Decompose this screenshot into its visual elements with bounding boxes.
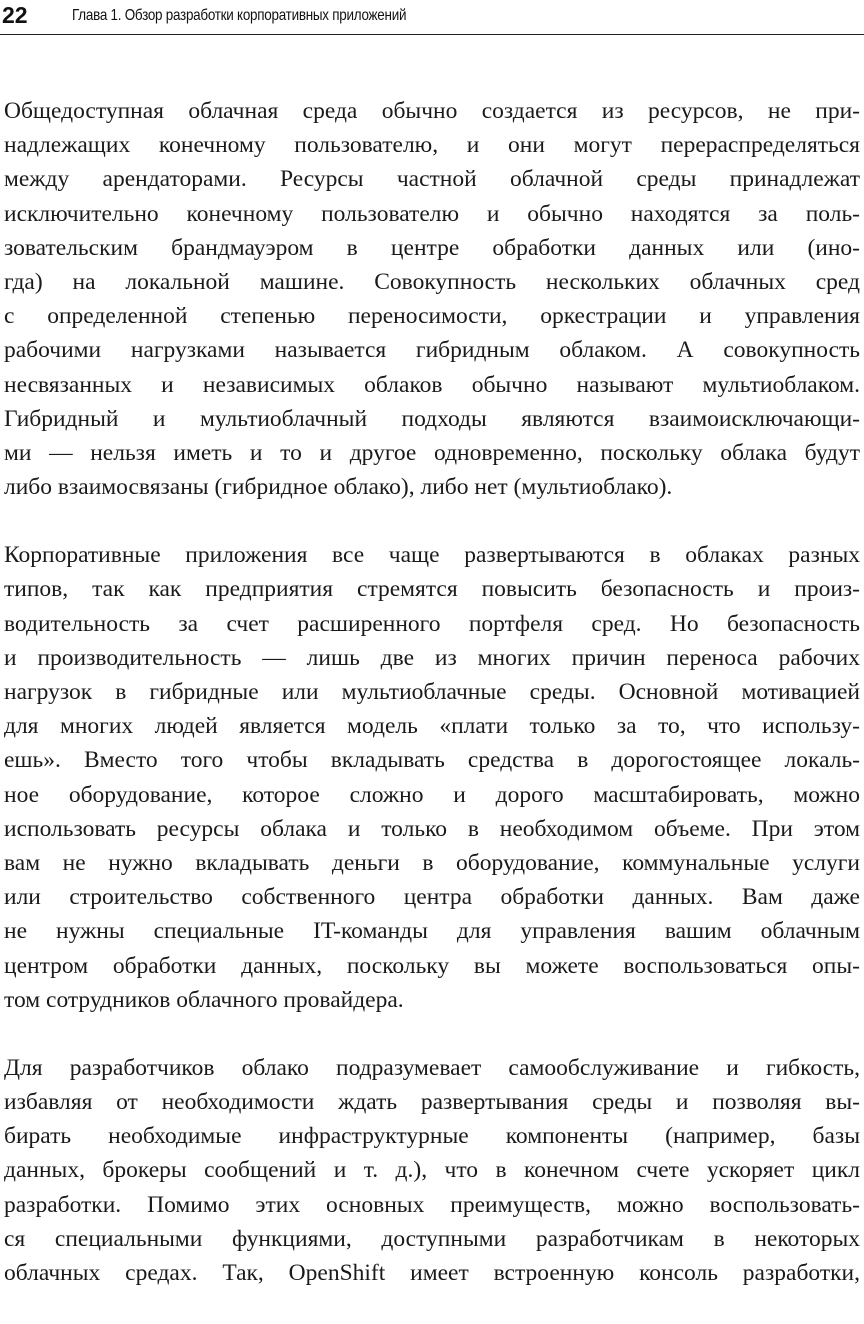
text-line: либо взаимосвязаны (гибридное облако), либо нет (мультиоблако).: [4, 474, 673, 501]
text-line: исключительно конечному пользователю и обычно находятся за поль-: [4, 200, 860, 227]
text-body: [4, 94, 860, 1324]
text-line: типов, так как предприятия стремятся повысить безопасность и произ-: [4, 576, 860, 603]
paragraph: [4, 538, 860, 1017]
page-number: 22: [2, 2, 28, 28]
text-line: том сотрудников облачного провайдера.: [4, 986, 404, 1013]
text-line: для многих людей является модель «плати только за то, что использу-: [4, 713, 860, 740]
text-line: рабочими нагрузками называется гибридным облаком. А совокупность: [4, 337, 860, 364]
text-line: Гибридный и мультиоблачный подходы являются взаимоисключающи-: [4, 405, 860, 432]
text-line: данных, брокеры сообщений и т. д.), что в конечном счете ускоряет цикл: [4, 1157, 860, 1184]
running-head: Глава 1. Обзор разработки корпоративных приложений: [72, 7, 407, 24]
text-line: с определенной степенью переносимости, оркестрации и управления: [4, 303, 860, 330]
text-line: надлежащих конечному пользователю, и они могут перераспределяться: [4, 132, 860, 159]
text-line: нагрузок в гибридные или мультиоблачные среды. Основной мотивацией: [4, 679, 860, 705]
text-line: вам не нужно вкладывать деньги в оборудование, коммунальные услуги: [4, 849, 860, 876]
text-line: ешь». Вместо того чтобы вкладывать средства в дорогостоящее локаль-: [4, 747, 860, 774]
text-line: бирать необходимые инфраструктурные компоненты (например, базы: [4, 1123, 860, 1150]
text-line: облачных средах. Так, OpenShift имеет встроенную консоль разработки,: [4, 1260, 860, 1286]
text-line: гда) на локальной машине. Совокупность нескольких облачных сред: [4, 268, 860, 295]
page-header: [0, 0, 864, 35]
text-line: водительность за счет расширенного портфеля сред. Но безопасность: [4, 610, 860, 637]
text-line: ное оборудование, которое сложно и дорого масштабировать, можно: [4, 781, 860, 808]
text-line: Общедоступная облачная среда обычно создается из ресурсов, не при-: [4, 98, 860, 124]
text-line: Для разработчиков облако подразумевает самообслуживание и гибкость,: [4, 1054, 860, 1081]
text-line: ся специальными функциями, доступными разработчикам в некоторых: [4, 1225, 860, 1252]
text-line: или строительство собственного центра обработки данных. Вам даже: [4, 884, 860, 911]
text-line: использовать ресурсы облака и только в необходимом объеме. При этом: [4, 815, 860, 842]
text-line: избавляя от необходимости ждать развертывания среды и позволяя вы-: [4, 1089, 860, 1116]
text-line: несвязанных и независимых облаков обычно называют мультиоблаком.: [4, 371, 860, 398]
text-line: центром обработки данных, поскольку вы можете воспользоваться опы-: [4, 952, 860, 979]
text-line: зовательским брандмауэром в центре обработки данных или (ино-: [4, 234, 860, 261]
paragraph: [4, 1051, 860, 1290]
paragraph: [4, 94, 860, 504]
text-line: Корпоративные приложения все чаще развертываются в облаках разных: [4, 542, 860, 569]
text-line: и производительность — лишь две из многих причин переноса рабочих: [4, 644, 860, 671]
text-line: разработки. Помимо этих основных преимуществ, можно воспользовать-: [4, 1191, 860, 1218]
text-line: между арендаторами. Ресурсы частной облачной среды принадлежат: [4, 166, 860, 193]
text-line: не нужны специальные IT-команды для управления вашим облачным: [4, 918, 860, 945]
text-line: ми — нельзя иметь и то и другое одновременно, поскольку облака будут: [4, 439, 860, 466]
